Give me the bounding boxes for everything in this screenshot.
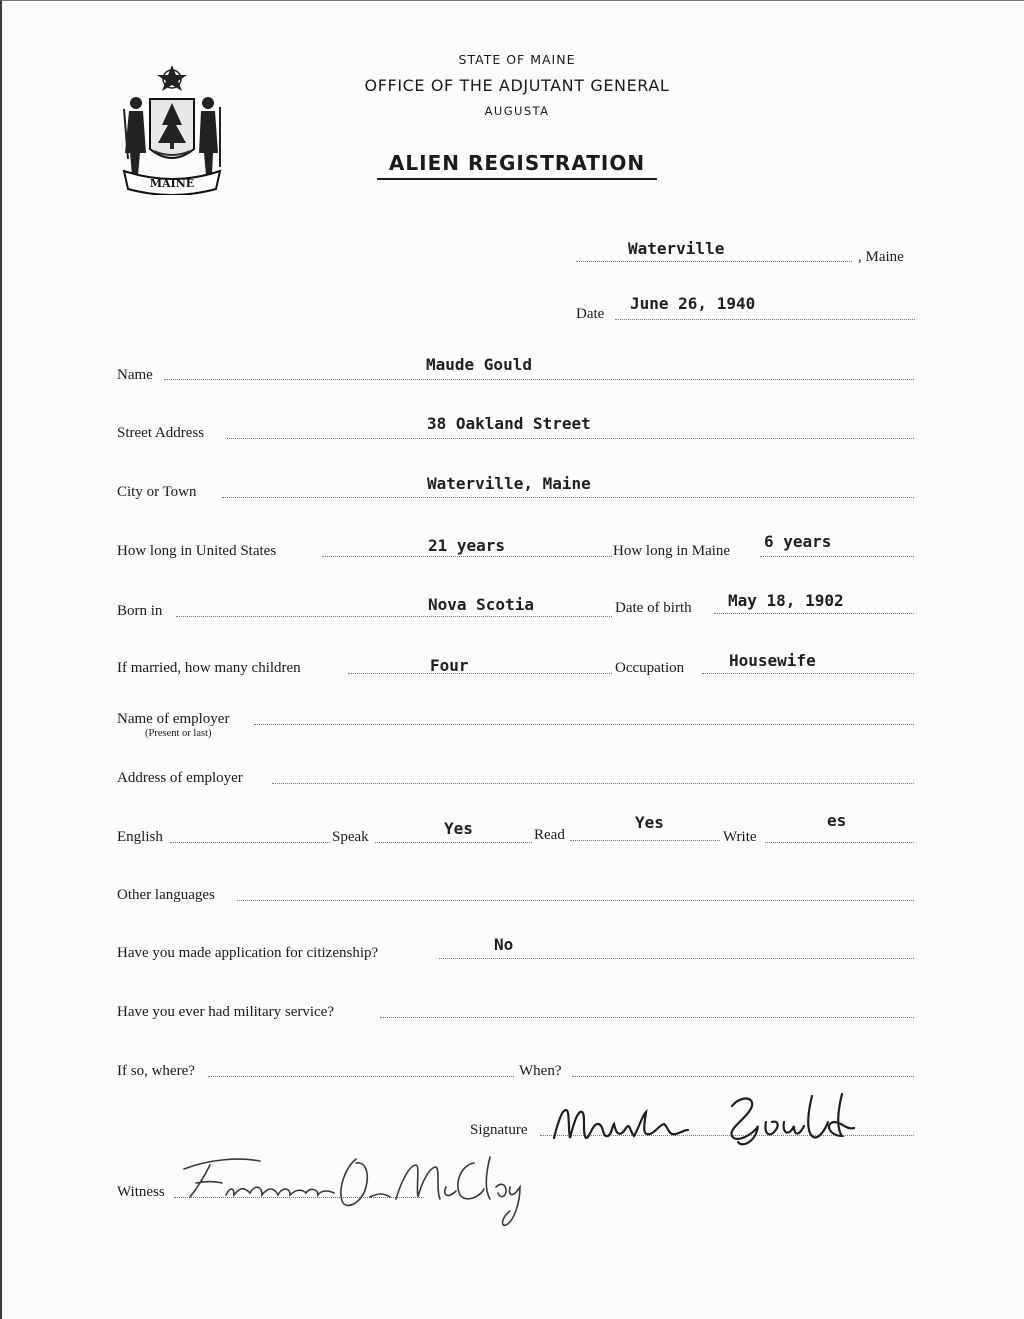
witness-handwriting bbox=[170, 1147, 560, 1233]
employer-address-label: Address of employer bbox=[117, 770, 243, 786]
place-line bbox=[576, 261, 852, 262]
children-label: If married, how many children bbox=[117, 660, 301, 676]
citizenship-line bbox=[439, 958, 914, 959]
city-label: City or Town bbox=[117, 484, 197, 500]
date-line bbox=[615, 319, 915, 320]
header-office: OFFICE OF THE ADJUTANT GENERAL bbox=[364, 76, 670, 95]
children-line bbox=[348, 673, 612, 674]
place-value: Waterville bbox=[628, 239, 725, 258]
other-languages-label: Other languages bbox=[117, 887, 215, 903]
military-label: Have you ever had military service? bbox=[117, 1004, 334, 1020]
where-line bbox=[208, 1076, 514, 1077]
dob-label: Date of birth bbox=[615, 600, 692, 616]
street-line bbox=[227, 438, 914, 439]
when-label: When? bbox=[519, 1063, 562, 1079]
employer-name-label: Name of employer bbox=[117, 711, 230, 727]
us-length-label: How long in United States bbox=[117, 543, 277, 559]
witness-label: Witness bbox=[117, 1184, 165, 1200]
where-label: If so, where? bbox=[117, 1063, 195, 1079]
maine-length-label: How long in Maine bbox=[613, 543, 731, 559]
other-languages-line bbox=[237, 900, 914, 901]
maine-length-line bbox=[760, 556, 914, 557]
street-label: Street Address bbox=[117, 425, 205, 441]
date-value: June 26, 1940 bbox=[630, 294, 756, 313]
dob-line bbox=[714, 613, 914, 614]
occupation-label: Occupation bbox=[615, 660, 685, 676]
employer-name-line bbox=[254, 724, 914, 725]
us-length-value: 21 years bbox=[428, 536, 506, 555]
us-length-line bbox=[322, 556, 612, 557]
header-state: STATE OF MAINE bbox=[458, 52, 576, 67]
write-label: Write bbox=[723, 829, 757, 845]
read-label: Read bbox=[534, 827, 565, 843]
born-label: Born in bbox=[117, 603, 163, 619]
occupation-line bbox=[702, 673, 914, 674]
employer-address-line bbox=[272, 783, 914, 784]
english-label: English bbox=[117, 829, 163, 845]
form-title: ALIEN REGISTRATION bbox=[388, 151, 646, 175]
citizenship-label: Have you made application for citizenship? bbox=[117, 945, 379, 961]
city-line bbox=[222, 497, 914, 498]
speak-value: Yes bbox=[444, 819, 473, 838]
maine-length-value: 6 years bbox=[764, 532, 832, 551]
speak-label: Speak bbox=[332, 829, 369, 845]
english-line bbox=[170, 842, 330, 843]
name-label: Name bbox=[117, 367, 153, 383]
header-city: AUGUSTA bbox=[484, 104, 550, 118]
speak-line bbox=[375, 842, 532, 843]
signature-label: Signature bbox=[470, 1122, 528, 1138]
signature-handwriting bbox=[542, 1086, 872, 1152]
name-line bbox=[164, 379, 914, 380]
dob-value: May 18, 1902 bbox=[728, 591, 844, 610]
born-value: Nova Scotia bbox=[428, 595, 534, 614]
date-label: Date bbox=[576, 306, 605, 322]
street-value: 38 Oakland Street bbox=[427, 414, 591, 433]
city-value: Waterville, Maine bbox=[427, 474, 591, 493]
write-line bbox=[765, 842, 914, 843]
born-line bbox=[176, 616, 612, 617]
svg-text:MAINE: MAINE bbox=[149, 177, 195, 190]
military-line bbox=[380, 1017, 914, 1018]
citizenship-value: No bbox=[494, 935, 514, 954]
occupation-value: Housewife bbox=[729, 651, 816, 670]
write-value: es bbox=[827, 811, 847, 830]
employer-name-sublabel: (Present or last) bbox=[145, 728, 212, 739]
title-underline bbox=[377, 178, 657, 180]
name-value: Maude Gould bbox=[426, 355, 532, 374]
read-value: Yes bbox=[635, 813, 664, 832]
children-value: Four bbox=[430, 656, 469, 675]
place-suffix: , Maine bbox=[858, 249, 904, 265]
read-line bbox=[570, 840, 720, 841]
when-line bbox=[572, 1076, 914, 1077]
